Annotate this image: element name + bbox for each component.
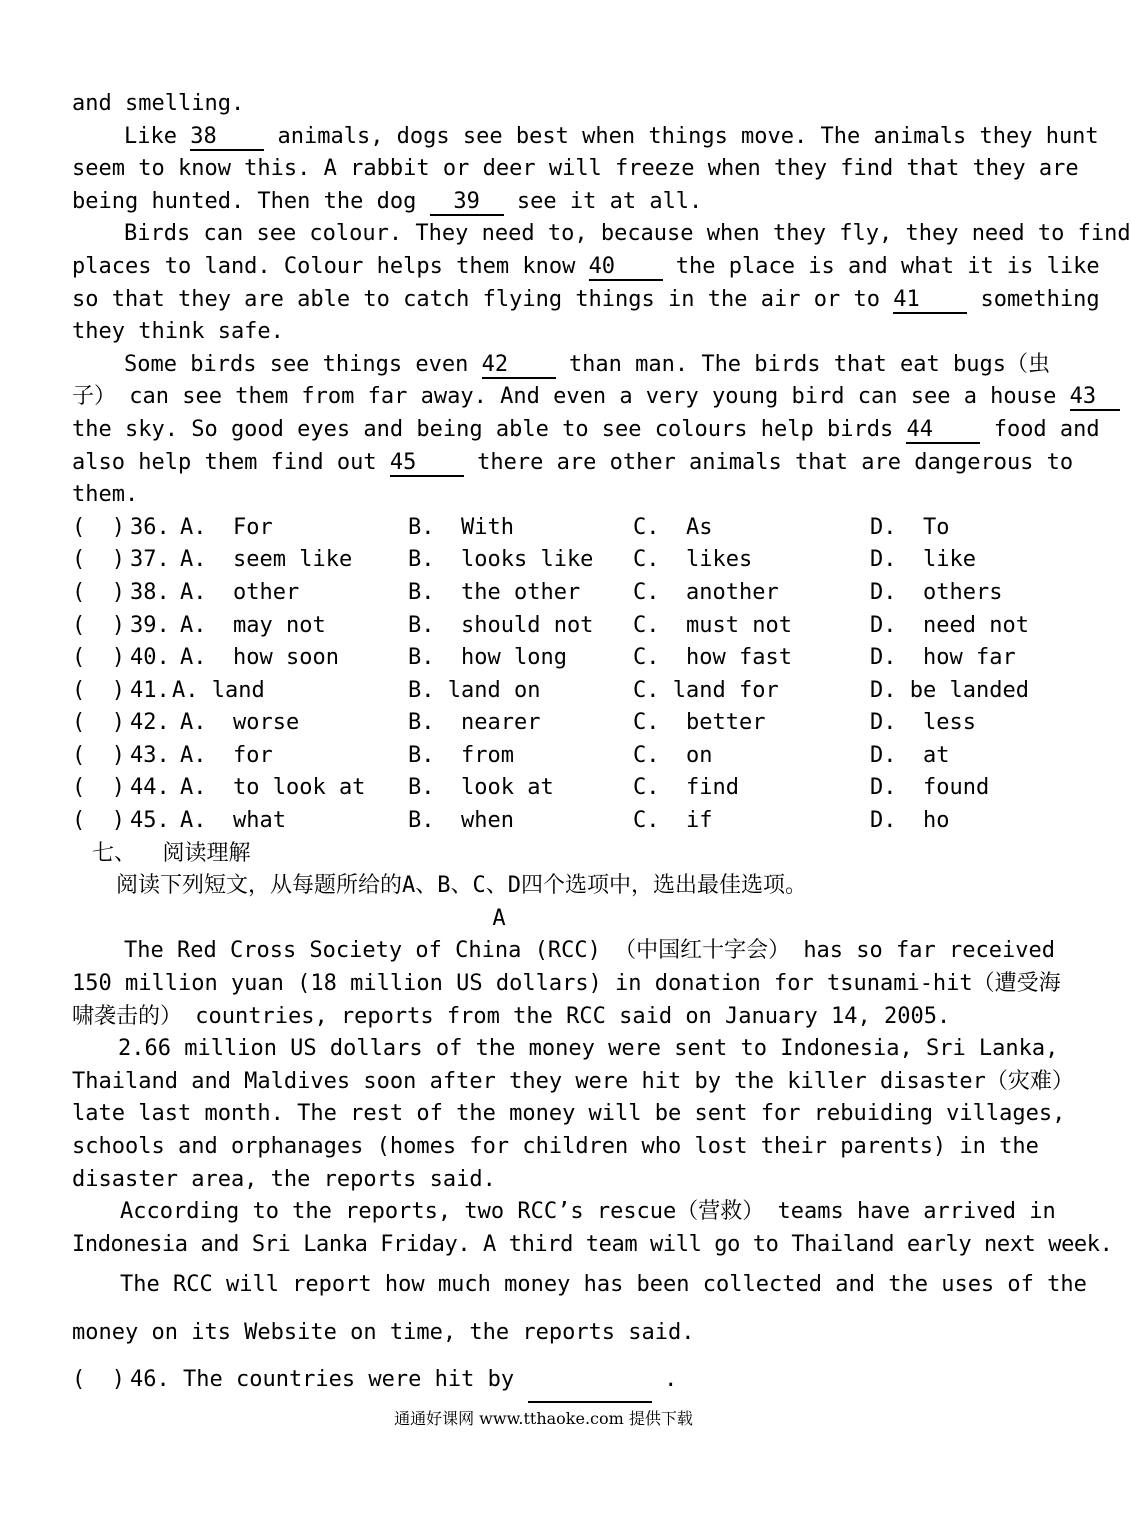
- instruction-text: 阅读下列短文，从每题所给的A、B、C、D四个选项中，选出最佳选项。: [116, 873, 807, 899]
- option-b: B. land on: [408, 677, 541, 703]
- question-row-46: [72, 1357, 1016, 1403]
- question-row: [72, 544, 1016, 577]
- option-b: B. when: [408, 808, 514, 834]
- passage-line: Birds can see colour. They need to, because when they fly, they need to find: [124, 221, 1131, 247]
- answer-paren[interactable]: ( ): [72, 612, 125, 638]
- answer-paren[interactable]: ( ): [72, 710, 125, 736]
- answer-paren[interactable]: ( ): [72, 1367, 125, 1393]
- document-page: [72, 88, 1131, 1403]
- question-text: 46. The countries were hit by: [130, 1367, 515, 1393]
- option-c: C. land for: [633, 677, 779, 703]
- passage-line: schools and orphanages (homes for children who lost their parents) in the: [72, 1134, 1039, 1159]
- passage-line: places to land. Colour helps them know 40 the place is and what it is like: [72, 253, 1100, 279]
- answer-paren[interactable]: ( ): [72, 775, 125, 801]
- passage-line: money on its Website on time, the reports said.: [72, 1320, 695, 1346]
- option-c: C. must not: [633, 612, 792, 638]
- option-a: A. other: [180, 579, 300, 605]
- passage-line: The RCC will report how much money has been collected and the uses of the: [120, 1272, 1087, 1298]
- question-row: [72, 707, 1016, 740]
- option-b: B. from: [408, 742, 514, 768]
- question-number: 36.: [130, 514, 170, 540]
- option-b: B. should not: [408, 612, 594, 638]
- blank-45: 45: [390, 451, 464, 477]
- option-c: C. another: [633, 579, 779, 605]
- question-row: [72, 577, 1016, 610]
- blank-44: 44: [906, 418, 980, 444]
- passage-line: disaster area, the reports said.: [72, 1166, 496, 1192]
- option-a: A. may not: [180, 612, 326, 638]
- passage-line: 150 million yuan (18 million US dollars) in donation for tsunami-hit（遭受海: [72, 971, 1061, 997]
- blank-43: 43: [1070, 385, 1120, 411]
- option-b: B. look at: [408, 775, 554, 801]
- answer-paren[interactable]: ( ): [72, 514, 125, 540]
- passage-line: being hunted. Then the dog 39 see it at all.: [72, 188, 703, 214]
- blank-41: 41: [893, 288, 967, 314]
- option-d: D. be landed: [870, 677, 1029, 703]
- question-row: [72, 772, 1016, 805]
- passage-line: Indonesia and Sri Lanka Friday. A third team will go to Thailand early next week.: [72, 1231, 1113, 1257]
- option-b: B. With: [408, 514, 514, 540]
- question-number: 40.: [130, 645, 170, 671]
- answer-paren[interactable]: ( ): [72, 645, 125, 671]
- option-a: A. what: [180, 808, 286, 834]
- answer-paren[interactable]: ( ): [72, 547, 125, 573]
- passage-line: According to the reports, two RCC’s rescue（营救） teams have arrived in: [120, 1199, 1056, 1225]
- option-d: D. at: [870, 742, 950, 768]
- page-footer: 通通好课网 www.tthaoke.com 提供下载: [394, 1409, 693, 1428]
- passage-line: Some birds see things even 42 than man. The birds that eat bugs（虫: [124, 351, 1050, 377]
- option-a: A. seem like: [180, 547, 353, 573]
- option-a: A. to look at: [180, 775, 366, 801]
- option-c: C. likes: [633, 547, 753, 573]
- question-number: 41.: [130, 677, 170, 703]
- passage-line: so that they are able to catch flying things in the air or to 41 something: [72, 286, 1100, 312]
- question-number: 45.: [130, 808, 170, 834]
- section-title: 七、 阅读理解: [92, 840, 251, 866]
- question-number: 39.: [130, 612, 170, 638]
- option-a: A. how soon: [180, 645, 339, 671]
- option-c: C. find: [633, 775, 739, 801]
- answer-paren[interactable]: ( ): [72, 742, 125, 768]
- passage-line: the sky. So good eyes and being able to see colours help birds 44 food and: [72, 416, 1100, 442]
- question-number: 43.: [130, 742, 170, 768]
- option-a: A. worse: [180, 710, 300, 736]
- passage-line: 2.66 million US dollars of the money were sent to Indonesia, Sri Lanka,: [118, 1036, 1059, 1062]
- passage-line: them.: [72, 482, 139, 508]
- blank-39: 39: [430, 190, 504, 216]
- option-d: D. ho: [870, 808, 950, 834]
- passage-line: Thailand and Maldives soon after they were hit by the killer disaster（灾难）: [72, 1068, 1074, 1094]
- passage-line: also help them find out 45 there are other animals that are dangerous to: [72, 449, 1074, 475]
- passage-line: 子） can see them from far away. And even a very young bird can see a house 43: [72, 381, 1016, 414]
- blank-40: 40: [589, 255, 663, 281]
- passage-line: Like 38 animals, dogs see best when things move. The animals they hunt: [124, 123, 1099, 149]
- question-row: [72, 512, 1016, 545]
- option-c: C. on: [633, 742, 713, 768]
- option-d: D. need not: [870, 612, 1029, 638]
- question-row: [72, 610, 1029, 643]
- passage-line: 啸袭击的） countries, reports from the RCC said on January 14, 2005.: [72, 1003, 951, 1029]
- question-number: 38.: [130, 579, 170, 605]
- question-row: [72, 642, 1016, 675]
- option-d: D. found: [870, 775, 990, 801]
- question-number: 42.: [130, 710, 170, 736]
- answer-paren[interactable]: ( ): [72, 808, 125, 834]
- question-row: [72, 805, 1016, 838]
- option-a: A. land: [172, 677, 265, 703]
- question-row: [72, 675, 1029, 708]
- blank-42: 42: [482, 353, 556, 379]
- answer-paren[interactable]: ( ): [72, 677, 125, 703]
- question-end: .: [664, 1367, 678, 1393]
- blank-38: 38: [190, 125, 264, 151]
- option-d: D. how far: [870, 645, 1016, 671]
- option-b: B. how long: [408, 645, 567, 671]
- option-d: D. others: [870, 579, 1003, 605]
- option-b: B. nearer: [408, 710, 541, 736]
- option-c: C. if: [633, 808, 713, 834]
- option-c: C. how fast: [633, 645, 792, 671]
- answer-blank[interactable]: [528, 1357, 652, 1403]
- option-a: A. for: [180, 742, 273, 768]
- passage-line: they think safe.: [72, 319, 284, 345]
- passage-line: seem to know this. A rabbit or deer will freeze when they find that they are: [72, 156, 1079, 182]
- passage-line: and smelling.: [72, 91, 245, 116]
- option-b: B. the other: [408, 579, 581, 605]
- question-number: 37.: [130, 547, 170, 573]
- option-c: C. As: [633, 514, 713, 540]
- option-d: D. less: [870, 710, 976, 736]
- option-a: A. For: [180, 514, 273, 540]
- option-c: C. better: [633, 710, 766, 736]
- option-b: B. looks like: [408, 547, 594, 573]
- answer-paren[interactable]: ( ): [72, 579, 125, 605]
- question-number: 44.: [130, 775, 170, 801]
- option-d: D. like: [870, 547, 976, 573]
- question-row: [72, 740, 1016, 773]
- passage-letter: A: [492, 905, 506, 931]
- question-list: [72, 512, 1029, 838]
- passage-line: late last month. The rest of the money will be sent for rebuiding villages,: [72, 1101, 1066, 1127]
- option-d: D. To: [870, 514, 950, 540]
- passage-line: The Red Cross Society of China (RCC) （中国红十字会） has so far received: [124, 938, 1055, 964]
